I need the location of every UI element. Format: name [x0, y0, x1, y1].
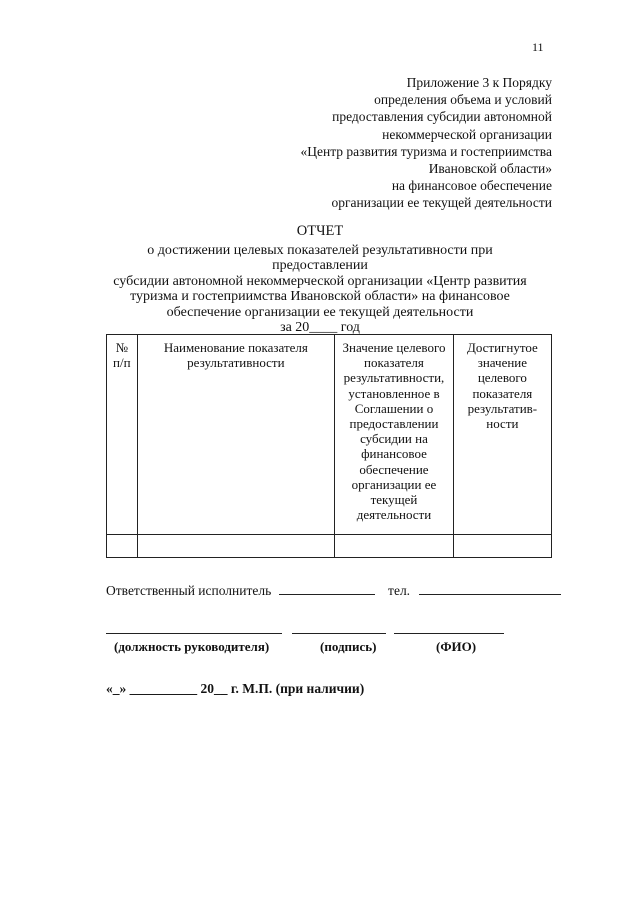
name-blank [394, 633, 504, 634]
appendix-line: некоммерческой организации [382, 126, 552, 142]
appendix-line: Ивановской области» [428, 161, 552, 177]
appendix-line: организации ее текущей деятельности [331, 195, 552, 211]
appendix-line: «Центр развития туризма и гостеприимства [300, 143, 552, 159]
appendix-line: предоставления субсидии автономной [332, 109, 552, 125]
table-row [107, 535, 552, 558]
phone-blank [419, 594, 561, 595]
header-number: № п/п [107, 335, 138, 535]
appendix-line: на финансовое обеспечение [391, 178, 552, 194]
report-subtitle-line: о достижении целевых показателей результативности при предоставлении [147, 242, 493, 273]
page-number: 11 [532, 40, 544, 54]
position-label: (должность руководителя) [114, 639, 270, 654]
responsible-blank [279, 594, 375, 595]
table-header-row [107, 335, 552, 535]
header-achieved-value: Достигнутое значение целевого показателя результатив-ности [453, 335, 551, 535]
appendix-block [260, 74, 552, 212]
responsible-label: Ответственный исполнитель [106, 583, 272, 598]
indicators-table [106, 334, 552, 558]
responsible-executor-line [106, 583, 561, 599]
report-subtitle-line: субсидии автономной некоммерческой организации «Центр развития [113, 273, 527, 289]
table-cell [107, 535, 138, 558]
name-label: (ФИО) [436, 639, 477, 654]
header-indicator-name: Наименование показателя результативности [137, 335, 335, 535]
position-blank [106, 633, 282, 634]
report-year-line: за 20____ год [280, 320, 360, 335]
report-heading: ОТЧЕТ [296, 223, 344, 239]
table-cell [335, 535, 454, 558]
table-cell [453, 535, 551, 558]
appendix-line: Приложение 3 к Порядку [406, 75, 552, 90]
report-subtitle-line: туризма и гостеприимства Ивановской области» на финансовое [130, 289, 510, 304]
phone-label: тел. [388, 583, 411, 598]
header-target-value: Значение целевого показателя результативности, установленное в Соглашении о предоставлении субсидии на финансовое обеспечение организации ее текущей деятельности [335, 335, 454, 535]
date-stamp-line: «_» __________ 20__ г. М.П. (при наличии) [106, 681, 365, 696]
signature-label: (подпись) [320, 639, 377, 654]
signature-blank [292, 633, 386, 634]
report-subtitle-line: обеспечение организации ее текущей деятельности [166, 304, 474, 320]
appendix-line: определения объема и условий [374, 92, 552, 108]
report-title-block [100, 224, 540, 336]
table-cell [137, 535, 335, 558]
